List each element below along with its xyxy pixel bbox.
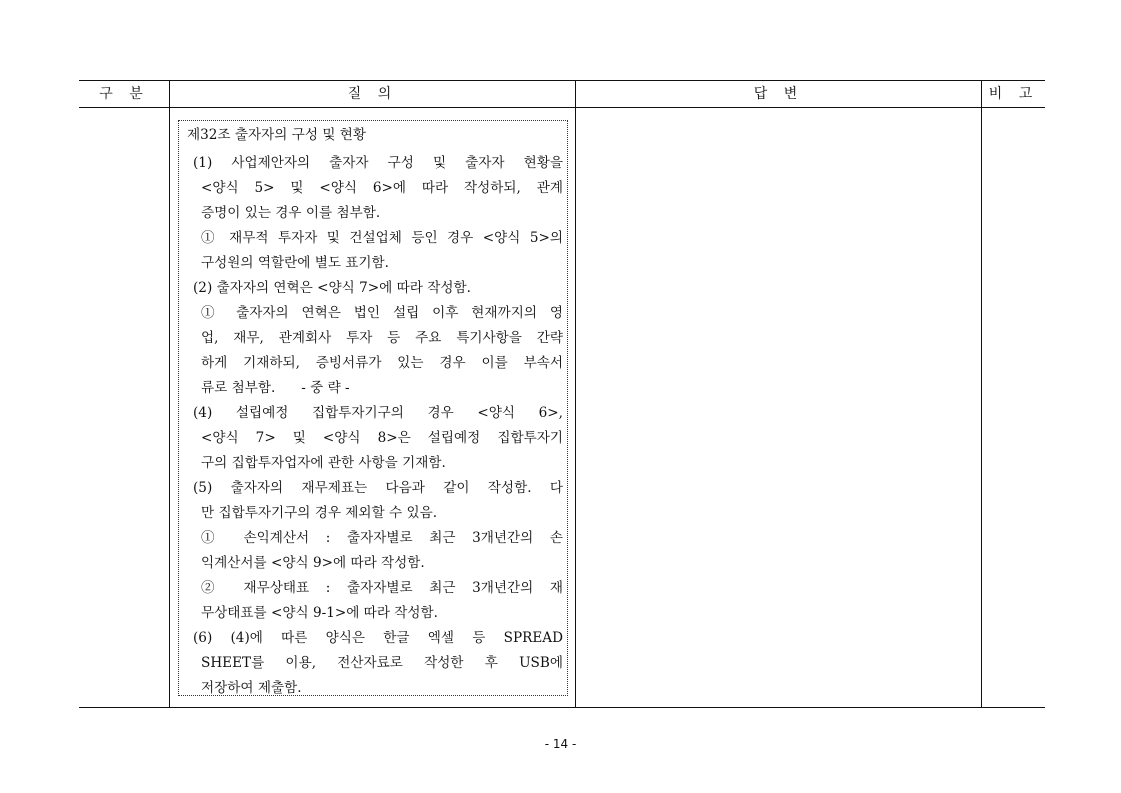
page-number: - 14 -: [544, 737, 577, 751]
question-line: 만 집합투자기구의 경우 제외할 수 있음.: [201, 505, 438, 521]
question-line: 무상태표를 <양식 9-1>에 따라 작성함.: [201, 605, 438, 621]
question-line: (6) (4)에 따른 양식은 한글 엑셀 등 SPREAD: [193, 630, 563, 646]
question-line: ① 재무적 투자자 및 건설업체 등인 경우 <양식 5>의: [201, 230, 563, 246]
question-line: 구의 집합투자업자에 관한 사항을 기재함.: [201, 455, 446, 471]
question-line: (5) 출자자의 재무제표는 다음과 같이 작성함. 다: [193, 480, 563, 496]
table-row: [79, 108, 1045, 708]
table-header-row: [79, 80, 1045, 108]
question-line: (1) 사업제안자의 출자자 구성 및 출자자 현황을: [193, 155, 563, 171]
question-line: SHEET를 이용, 전산자료로 작성한 후 USB에: [201, 655, 563, 671]
question-line: ② 재무상태표 : 출자자별로 최근 3개년간의 재: [201, 580, 563, 596]
question-box: [178, 120, 568, 696]
question-line: (2) 출자자의 연혁은 <양식 7>에 따라 작성함.: [193, 280, 471, 296]
question-line: <양식 7> 및 <양식 8>은 설립예정 집합투자기: [201, 430, 563, 446]
header-category: 구 분: [99, 86, 149, 102]
question-line: 구성원의 역할란에 별도 표기함.: [201, 255, 389, 271]
question-line: (4) 설립예정 집합투자기구의 경우 <양식 6>,: [193, 405, 563, 421]
question-line: ① 손익계산서 : 출자자별로 최근 3개년간의 손: [201, 530, 563, 546]
question-line: 류로 첨부함. - 중 략 -: [201, 380, 350, 396]
question-line: 하게 기재하되, 증빙서류가 있는 경우 이를 부속서: [201, 355, 563, 371]
question-line: ① 출자자의 연혁은 법인 설립 이후 현재까지의 영: [201, 305, 563, 321]
header-remark: 비 고: [988, 86, 1039, 102]
question-line: 익계산서를 <양식 9>에 따라 작성함.: [201, 555, 425, 571]
header-question: 질 의: [347, 86, 398, 102]
header-answer: 답 변: [753, 86, 804, 102]
question-line: 업, 재무, 관계회사 투자 등 주요 특기사항을 간략: [201, 330, 563, 346]
question-line: <양식 5> 및 <양식 6>에 따라 작성하되, 관계: [201, 180, 563, 196]
question-line: 증명이 있는 경우 이를 첨부함.: [201, 205, 381, 221]
question-title: 제32조 출자자의 구성 및 현황: [187, 127, 367, 143]
question-line: 저장하여 제출함.: [201, 680, 302, 696]
